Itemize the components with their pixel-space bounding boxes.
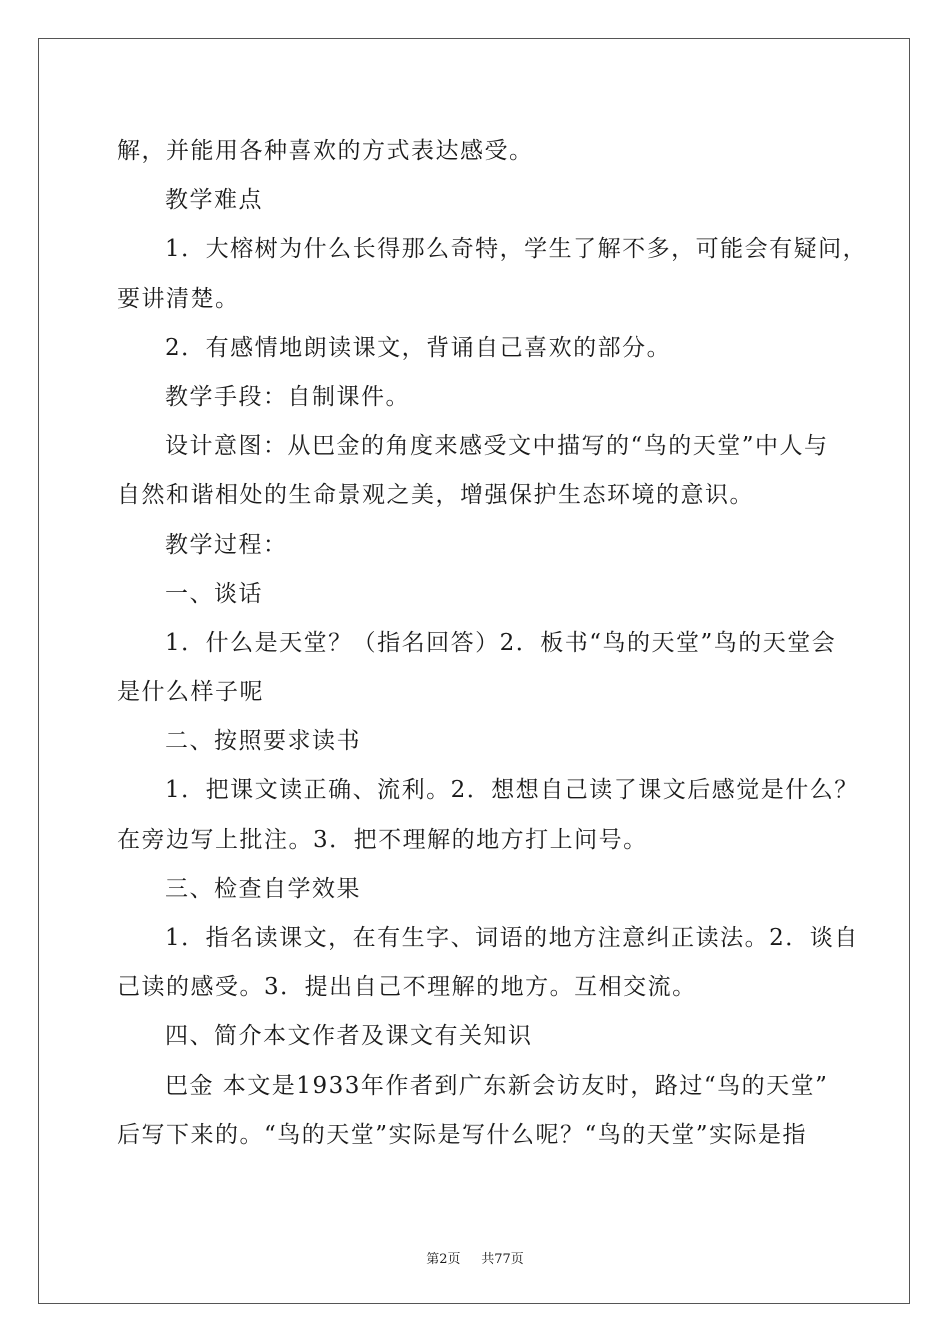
- page-total: 共77页: [481, 1252, 524, 1267]
- text-line: 巴金 本文是1933年作者到广东新会访友时，路过“鸟的天堂”: [165, 1072, 829, 1099]
- page-footer: [0, 1248, 950, 1267]
- text-line: 1．大榕树为什么长得那么奇特，学生了解不多，可能会有疑问，: [165, 236, 868, 263]
- text-line: 自然和谐相处的生命景观之美，增强保护生态环境的意识。: [117, 482, 754, 509]
- text-line: 1．什么是天堂？（指名回答）2．板书“鸟的天堂”鸟的天堂会: [165, 629, 837, 656]
- text-line: 教学难点: [165, 187, 263, 214]
- text-line: 是什么样子呢: [117, 679, 264, 706]
- text-line: 要讲清楚。: [117, 285, 240, 312]
- text-line: 教学过程：: [165, 531, 288, 558]
- text-line: 解，并能用各种喜欢的方式表达感受。: [117, 138, 534, 164]
- text-line: 三、检查自学效果: [165, 875, 361, 902]
- text-line: 二、按照要求读书: [165, 728, 361, 755]
- page-number: 第2页: [426, 1252, 461, 1267]
- text-line: 己读的感受。3．提出自己不理解的地方。互相交流。: [117, 974, 697, 1001]
- text-line: 四、简介本文作者及课文有关知识: [165, 1023, 533, 1050]
- text-line: 1．指名读课文，在有生字、词语的地方注意纠正读法。2．谈自: [165, 925, 859, 951]
- text-line: 在旁边写上批注。3．把不理解的地方打上问号。: [117, 826, 648, 853]
- text-line: 一、谈话: [165, 580, 263, 607]
- text-line: 2．有感情地朗读课文，背诵自己喜欢的部分。: [165, 334, 672, 361]
- text-line: 后写下来的。“鸟的天堂”实际是写什么呢？“鸟的天堂”实际是指: [117, 1121, 808, 1148]
- document-body: [117, 127, 868, 1160]
- text-line: 1．把课文读正确、流利。2．想想自己读了课文后感觉是什么？: [165, 777, 859, 804]
- text-line: 设计意图：从巴金的角度来感受文中描写的“鸟的天堂”中人与: [165, 433, 829, 460]
- text-line: 教学手段：自制课件。: [165, 383, 410, 410]
